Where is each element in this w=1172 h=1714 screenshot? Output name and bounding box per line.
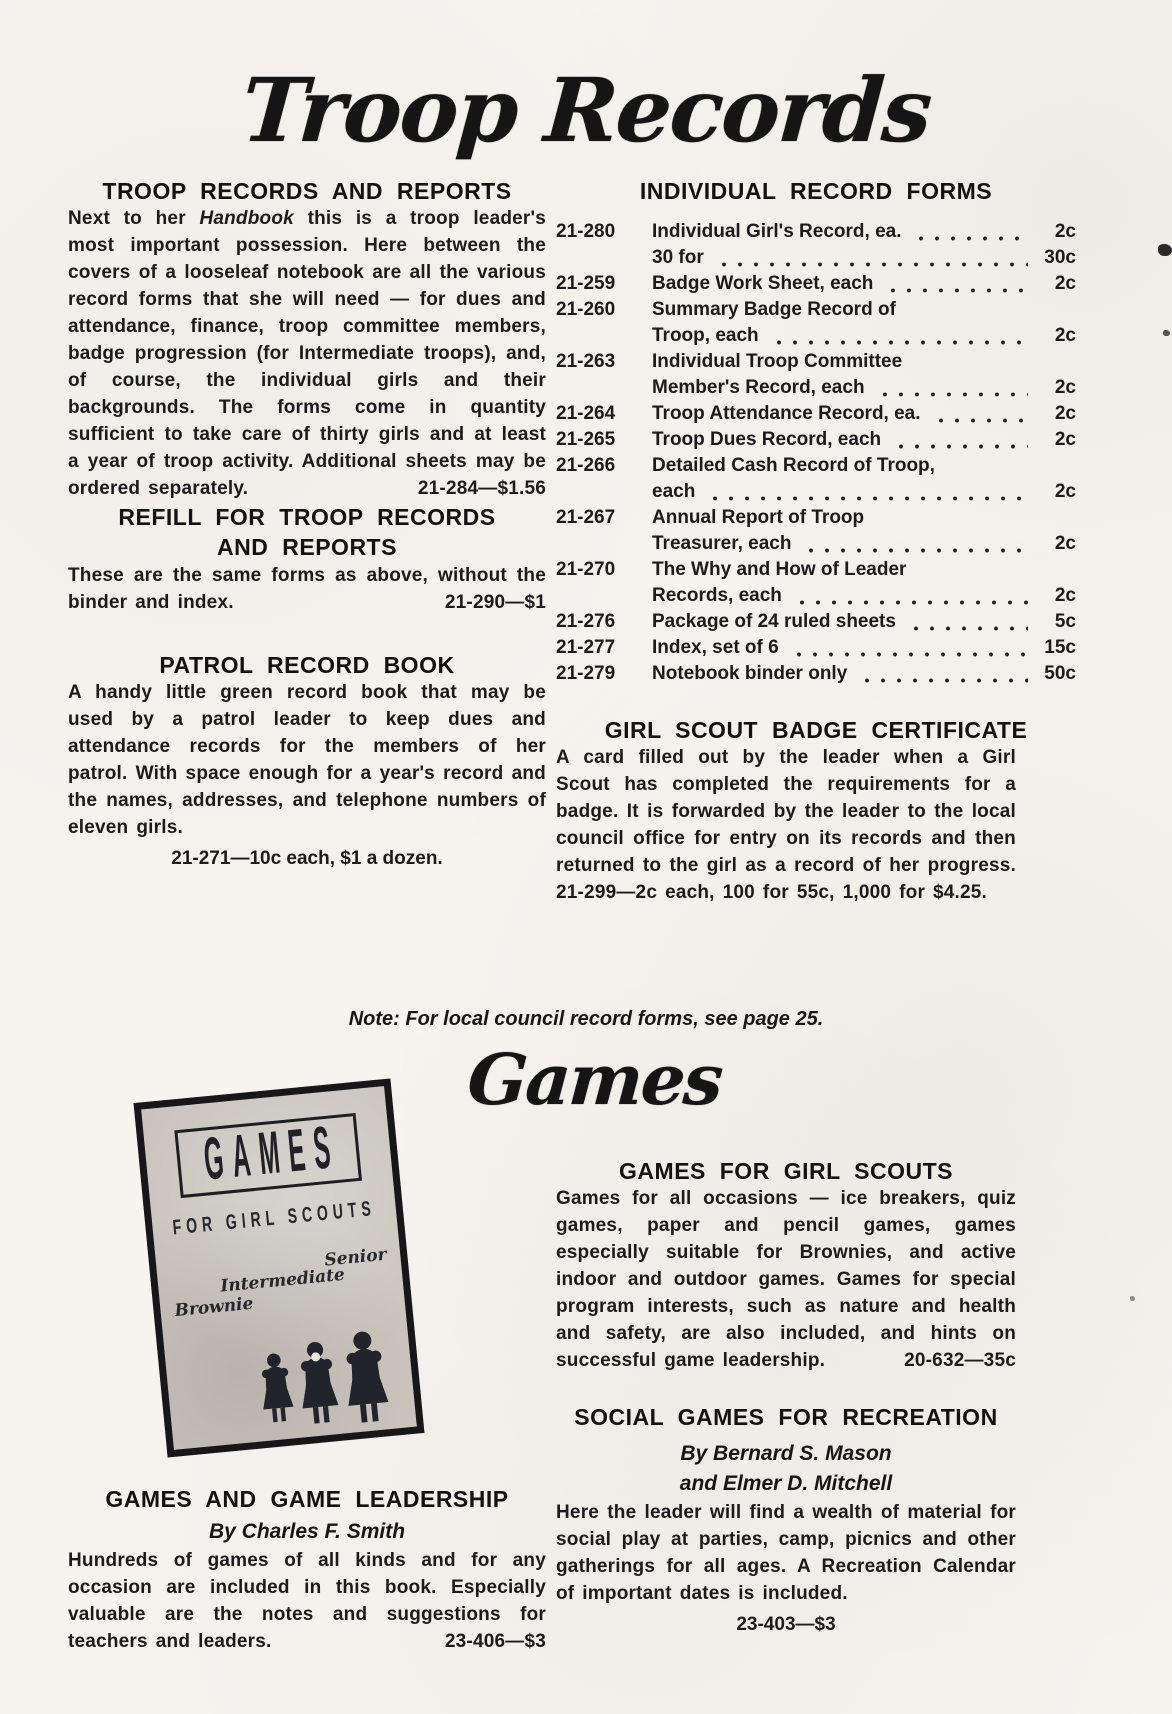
- item-price: 20-632—35c: [904, 1350, 1016, 1371]
- label-brownie: Brownie: [173, 1293, 255, 1322]
- price-list-item: [556, 453, 1076, 505]
- item-line: [652, 349, 1076, 375]
- item-lines: [652, 219, 1076, 271]
- item-price: 2c: [1054, 273, 1076, 294]
- item-price: 2c: [1054, 429, 1076, 450]
- item-line: [652, 323, 1076, 349]
- council-forms-note: Note: For local council record forms, see page 25.: [348, 1008, 824, 1030]
- item-lines: [652, 271, 1076, 297]
- games-leadership-body: [68, 1547, 546, 1655]
- dot-leader: [803, 548, 1028, 553]
- item-price: 2c: [1054, 325, 1076, 346]
- item-description: 30 for: [652, 247, 704, 268]
- heading-troop-records-and-reports: TROOP RECORDS AND REPORTS: [102, 178, 512, 204]
- heading-games-and-game-leadership: GAMES AND GAME LEADERSHIP: [105, 1486, 509, 1512]
- price-list-item: [556, 661, 1076, 687]
- item-price: 2c: [1054, 377, 1076, 398]
- item-code: 21-270: [556, 559, 616, 580]
- scan-speck: [1130, 1296, 1135, 1301]
- page-title: Troop Records: [238, 58, 934, 162]
- price-list-item: [556, 505, 1076, 557]
- item-price: 30c: [1044, 247, 1076, 268]
- dot-leader: [877, 392, 1028, 397]
- item-price: 2c: [1054, 481, 1076, 502]
- body-text: Next to her: [68, 208, 200, 229]
- heading-line: REFILL FOR TROOP RECORDS: [118, 504, 496, 530]
- item-description: Detailed Cash Record of Troop,: [652, 455, 935, 476]
- dot-leader: [716, 262, 1028, 267]
- item-line: [652, 297, 1076, 323]
- item-price: 21-290—$1: [444, 592, 546, 613]
- item-line: [652, 375, 1076, 401]
- price-list-item: [556, 609, 1076, 635]
- price-list-item: [556, 557, 1076, 609]
- badge-certificate-body: A card filled out by the leader when a Girl Scout has completed the requirements for a badge. It is forwarded by the leader to the local council office for entry on its records and then returned to the girl as a record of her progress. 21-299—2c each, 100 for 55c, 1,000 for $4.25.: [556, 747, 1016, 903]
- item-code: 21-277: [556, 637, 616, 658]
- item-line: [652, 427, 1076, 453]
- item-lines: [652, 635, 1076, 661]
- item-description: Notebook binder only: [652, 663, 848, 684]
- dot-leader: [707, 496, 1028, 501]
- item-lines: [652, 453, 1076, 505]
- price-list-item: [556, 635, 1076, 661]
- label-intermediate: Intermediate: [219, 1264, 346, 1297]
- item-lines: [652, 401, 1076, 427]
- body-text: Hundreds of games of all kinds and for any occasion are included in this book. Especially valuable are the notes and suggestions for teachers and leaders.: [68, 1550, 546, 1652]
- price-list-item: [556, 401, 1076, 427]
- body-text: These are the same forms as above, without the binder and index.: [68, 565, 546, 613]
- patrol-price-line: 21-271—10c each, $1 a dozen.: [171, 848, 443, 869]
- item-price: 23-406—$3: [444, 1631, 546, 1652]
- body-text: this is a troop leader's most important possession. Here between the covers of a looseleaf notebook are all the various record forms that she will need — for dues and attendance, finance, troop committee members, badge progression (for Intermediate troops), and, of course, the individual girls and their backgrounds. The forms come in quantity sufficient to take care of thirty girls and at least a year of troop activity. Additional sheets may be ordered separately.: [68, 208, 546, 499]
- social-games-body: Here the leader will find a wealth of material for social play at parties, camp, picnics and other gatherings for all ages. A Recreation Calendar of important dates is included.: [556, 1502, 1016, 1604]
- item-price: 2c: [1054, 533, 1076, 554]
- games-for-girl-scouts-body: [556, 1185, 1016, 1374]
- item-description: Summary Badge Record of: [652, 299, 896, 320]
- item-description: Troop Dues Record, each: [652, 429, 882, 450]
- right-column-lower: [556, 1158, 1016, 1638]
- item-description: Treasurer, each: [652, 533, 792, 554]
- dot-leader: [791, 652, 1028, 657]
- item-code: 21-259: [556, 273, 616, 294]
- label-senior: Senior: [323, 1244, 388, 1271]
- dot-leader: [913, 236, 1028, 241]
- price-list-item: [556, 349, 1076, 401]
- item-price: 2c: [1054, 585, 1076, 606]
- item-description: Index, set of 6: [652, 637, 779, 658]
- item-line: [652, 609, 1076, 635]
- item-line: [652, 401, 1076, 427]
- item-line: [652, 531, 1076, 557]
- item-description: Records, each: [652, 585, 782, 606]
- item-code: 21-260: [556, 299, 616, 320]
- item-price: 50c: [1044, 663, 1076, 684]
- dot-leader: [859, 678, 1028, 683]
- games-leadership-author: By Charles F. Smith: [208, 1520, 406, 1543]
- item-line: [652, 635, 1076, 661]
- book-title: GAMES: [201, 1114, 343, 1194]
- item-code: 21-265: [556, 429, 616, 450]
- heading-social-games: SOCIAL GAMES FOR RECREATION: [574, 1404, 998, 1430]
- item-description: Annual Report of Troop: [652, 507, 865, 528]
- item-line: [652, 661, 1076, 687]
- item-description: Troop, each: [652, 325, 759, 346]
- refill-body: [68, 562, 546, 616]
- scan-speck: [1163, 330, 1170, 336]
- item-code: 21-263: [556, 351, 616, 372]
- item-description: Individual Girl's Record, ea.: [652, 221, 902, 242]
- item-lines: [652, 427, 1076, 453]
- item-lines: [652, 557, 1076, 609]
- item-lines: [652, 609, 1076, 635]
- item-description: Package of 24 ruled sheets: [652, 611, 896, 632]
- heading-badge-certificate: GIRL SCOUT BADGE CERTIFICATE: [604, 717, 1028, 743]
- item-description: Troop Attendance Record, ea.: [652, 403, 921, 424]
- left-column: [68, 178, 546, 872]
- girl-scouts-silhouettes-illustration: [237, 1300, 404, 1434]
- heading-line: AND REPORTS: [217, 534, 397, 560]
- item-line: [652, 453, 1076, 479]
- item-line: [652, 479, 1076, 505]
- item-price: 2c: [1054, 403, 1076, 424]
- scan-speck: [1158, 244, 1172, 256]
- patrol-body: A handy little green record book that may be used by a patrol leader to keep dues and attendance records for the members of her patrol. With space enough for a year's record and the names, addresses, and telephone numbers of eleven girls.: [68, 682, 546, 838]
- book-title-box: [174, 1113, 362, 1198]
- record-forms-list: [556, 219, 1076, 687]
- games-book-cover-image: [134, 1078, 425, 1457]
- item-description: each: [652, 481, 696, 502]
- item-description: The Why and How of Leader: [652, 559, 907, 580]
- social-games-price: 23-403—$3: [736, 1614, 836, 1635]
- item-code: 21-276: [556, 611, 616, 632]
- games-section-title: Games: [465, 1038, 725, 1121]
- item-line: [652, 583, 1076, 609]
- body-text: Games for all occasions — ice breakers, quiz games, paper and pencil games, games especially suitable for Brownies, and active indoor and outdoor games. Games for special program interests, such as nature and health and safety, are also included, and hints on successful game leadership.: [556, 1188, 1016, 1371]
- social-games-author-2: and Elmer D. Mitchell: [679, 1472, 893, 1495]
- heading-refill: [68, 502, 546, 562]
- item-lines: [652, 349, 1076, 401]
- handbook-italic: Handbook: [199, 208, 294, 229]
- item-description: Badge Work Sheet, each: [652, 273, 874, 294]
- item-line: [652, 557, 1076, 583]
- dot-leader: [771, 340, 1028, 345]
- item-code: 21-267: [556, 507, 616, 528]
- heading-individual-record-forms: INDIVIDUAL RECORD FORMS: [639, 178, 993, 204]
- price-list-item: [556, 297, 1076, 349]
- item-price: 5c: [1054, 611, 1076, 632]
- dot-leader: [885, 288, 1028, 293]
- left-column-lower: [68, 1486, 546, 1655]
- dot-leader: [933, 418, 1028, 423]
- right-column: [556, 178, 1076, 906]
- dot-leader: [794, 600, 1028, 605]
- price-list-item: [556, 271, 1076, 297]
- item-price: 15c: [1044, 637, 1076, 658]
- item-description: Member's Record, each: [652, 377, 865, 398]
- book-subtitle: FOR GIRL SCOUTS: [171, 1195, 377, 1239]
- item-line: [652, 271, 1076, 297]
- item-code: 21-279: [556, 663, 616, 684]
- item-description: Individual Troop Committee: [652, 351, 903, 372]
- price-list-item: [556, 219, 1076, 271]
- heading-games-for-girl-scouts: GAMES FOR GIRL SCOUTS: [619, 1158, 953, 1184]
- item-price: 21-284—$1.56: [417, 478, 546, 499]
- social-games-author-1: By Bernard S. Mason: [680, 1442, 892, 1465]
- item-code: 21-266: [556, 455, 616, 476]
- item-line: [652, 219, 1076, 245]
- item-code: 21-280: [556, 221, 616, 242]
- item-lines: [652, 297, 1076, 349]
- item-price: 2c: [1054, 221, 1076, 242]
- price-list-item: [556, 427, 1076, 453]
- item-code: 21-264: [556, 403, 616, 424]
- dot-leader: [893, 444, 1028, 449]
- item-lines: [652, 661, 1076, 687]
- item-line: [652, 505, 1076, 531]
- item-line: [652, 245, 1076, 271]
- troop-records-body: [68, 205, 546, 502]
- item-lines: [652, 505, 1076, 557]
- heading-patrol-record-book: PATROL RECORD BOOK: [159, 652, 455, 678]
- dot-leader: [908, 626, 1028, 631]
